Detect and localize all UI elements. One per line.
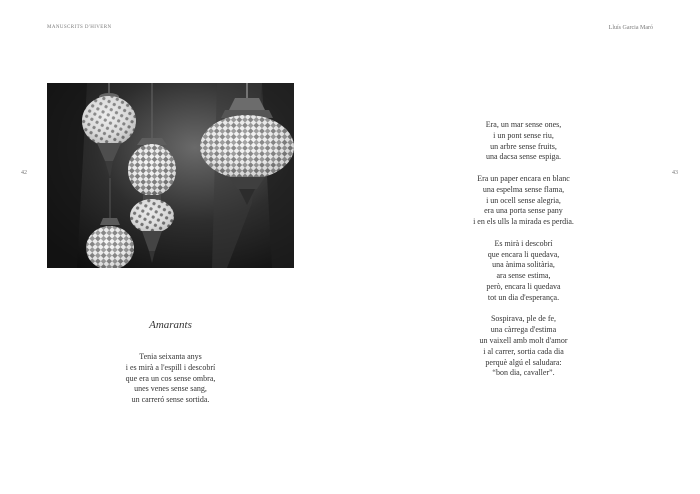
poem-line: i al carrer, sortia cada dia: [483, 346, 564, 356]
poem-line: i es mirà a l'espill i descobrí: [125, 362, 216, 372]
poem-line: i un ocell sense alegria,: [486, 195, 561, 205]
poem-line: una espelma sense flama,: [482, 184, 565, 194]
poem-line: una càrrega d'estima: [490, 325, 557, 335]
poem-line: que encara li quedava,: [487, 249, 560, 259]
right-page: [350, 0, 700, 494]
poem-line: ara sense estima,: [496, 271, 551, 281]
poem-line: unes venes sense sang,: [134, 384, 207, 394]
poem-line: i en els ulls la mirada es perdia.: [473, 217, 574, 227]
lanterns-photo: [47, 83, 294, 268]
poem-line: un arbre sense fruits,: [490, 141, 557, 151]
poem-right: [431, 120, 616, 390]
poem-line: Era, un mar sense ones,: [485, 120, 562, 129]
poem-line: una ànima solitària,: [492, 260, 555, 270]
lanterns-illustration: [47, 83, 294, 268]
poem-line: Era un paper encara en blanc: [477, 173, 570, 183]
poem-line: un vaixell amb molt d'amor: [479, 335, 568, 345]
poem-left: [47, 352, 294, 406]
poem-line: un carreró sense sortida.: [131, 395, 210, 405]
poem-line: una dacsa sense espiga.: [485, 152, 562, 162]
poem-line: era una porta sense pany: [484, 206, 563, 216]
page-number-left: 42: [21, 170, 27, 176]
poem-line: però, encara li quedava: [486, 281, 561, 291]
poem-line: tot un dia d'esperança.: [487, 292, 560, 302]
poem-line: Es mirà i descobrí: [494, 238, 553, 248]
poem-line: perquè algú el saludara:: [485, 357, 562, 367]
poem-line: i un pont sense riu,: [493, 130, 554, 140]
poem-title: Amarants: [149, 319, 192, 331]
stanza: [431, 314, 616, 379]
poem-line: que era un cos sense ombra,: [125, 373, 216, 383]
running-head-left: MANUSCRITS D'HIVERN: [47, 25, 112, 30]
stanza: [431, 174, 616, 228]
stanza: [431, 239, 616, 304]
page-number-right: 43: [672, 170, 678, 176]
stanza: [431, 120, 616, 163]
poem-line: Tenia seixanta anys: [139, 352, 202, 361]
poem-line: Sospirava, ple de fe,: [490, 314, 557, 324]
running-head-right: Lluís Garcia Maró: [608, 25, 653, 31]
poem-line: “bon dia, cavaller”.: [492, 368, 555, 378]
